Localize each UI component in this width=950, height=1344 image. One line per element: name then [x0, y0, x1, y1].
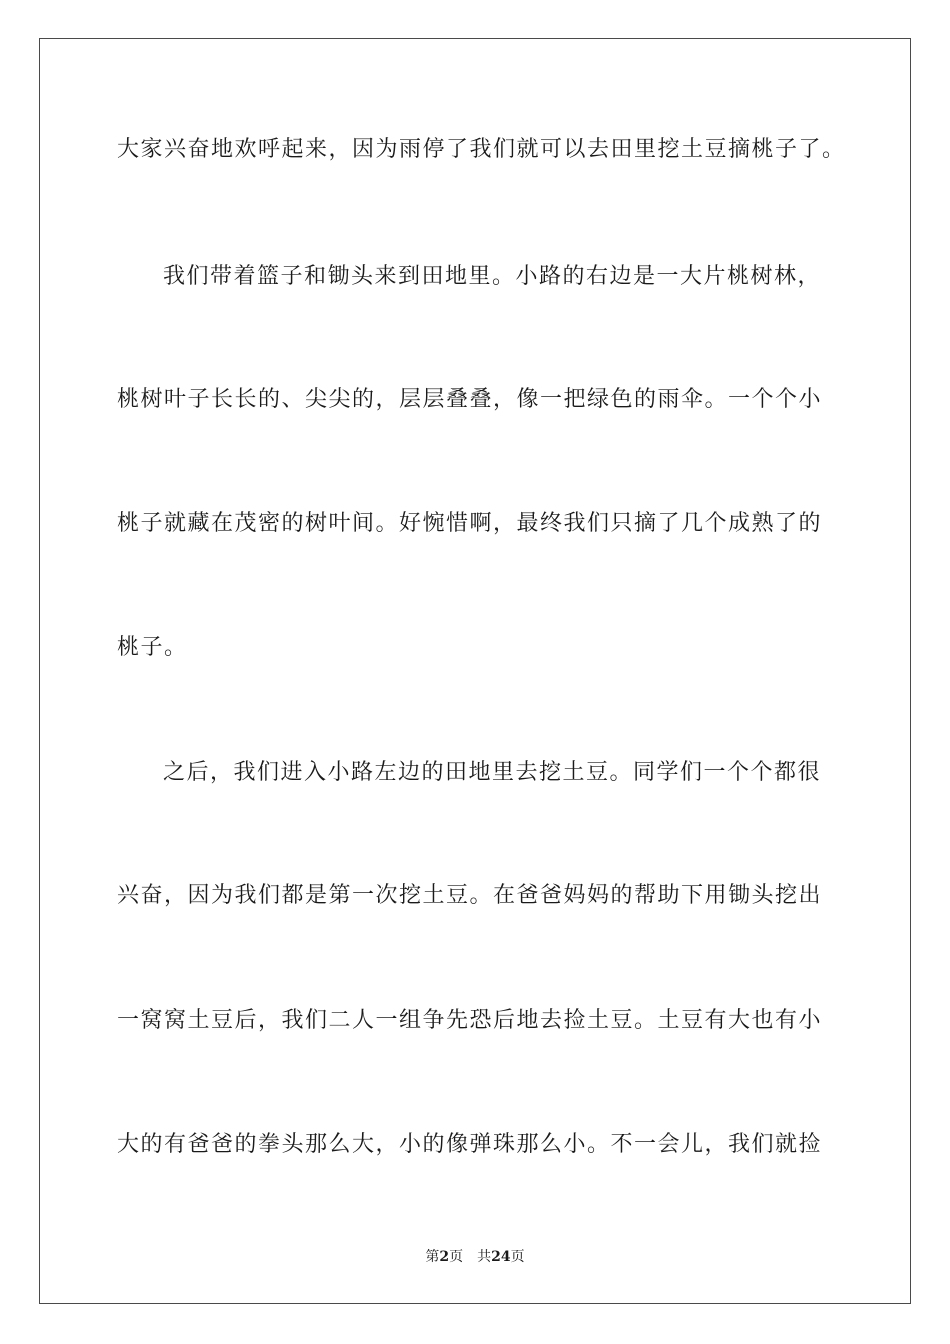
text-line-3: 桃树叶子长长的、尖尖的，层层叠叠，像一把绿色的雨伞。一个个小: [117, 387, 823, 412]
text-line-5: 桃子。: [117, 635, 188, 660]
page-suffix: 页: [449, 1249, 464, 1265]
page-number: 2: [439, 1249, 450, 1265]
text-line-1: 大家兴奋地欢呼起来，因为雨停了我们就可以去田里挖土豆摘桃子了。: [117, 137, 846, 162]
text-line-4: 桃子就藏在茂密的树叶间。好惋惜啊，最终我们只摘了几个成熟了的: [117, 511, 823, 536]
total-suffix: 页: [510, 1249, 525, 1265]
total-pages: 24: [491, 1249, 511, 1265]
page-prefix: 第: [425, 1249, 440, 1265]
text-line-7: 兴奋，因为我们都是第一次挖土豆。在爸爸妈妈的帮助下用锄头挖出: [117, 883, 823, 908]
text-line-2: 我们带着篮子和锄头来到田地里。小路的右边是一大片桃树林，: [163, 264, 822, 289]
text-line-6: 之后，我们进入小路左边的田地里去挖土豆。同学们一个个都很: [163, 760, 822, 785]
text-line-8: 一窝窝土豆后，我们二人一组争先恐后地去捡土豆。土豆有大也有小: [117, 1008, 823, 1033]
page-footer: [0, 1247, 950, 1267]
total-prefix: 共: [477, 1249, 492, 1265]
text-line-9: 大的有爸爸的拳头那么大，小的像弹珠那么小。不一会儿，我们就捡: [117, 1132, 823, 1157]
page-border: [39, 38, 911, 1304]
